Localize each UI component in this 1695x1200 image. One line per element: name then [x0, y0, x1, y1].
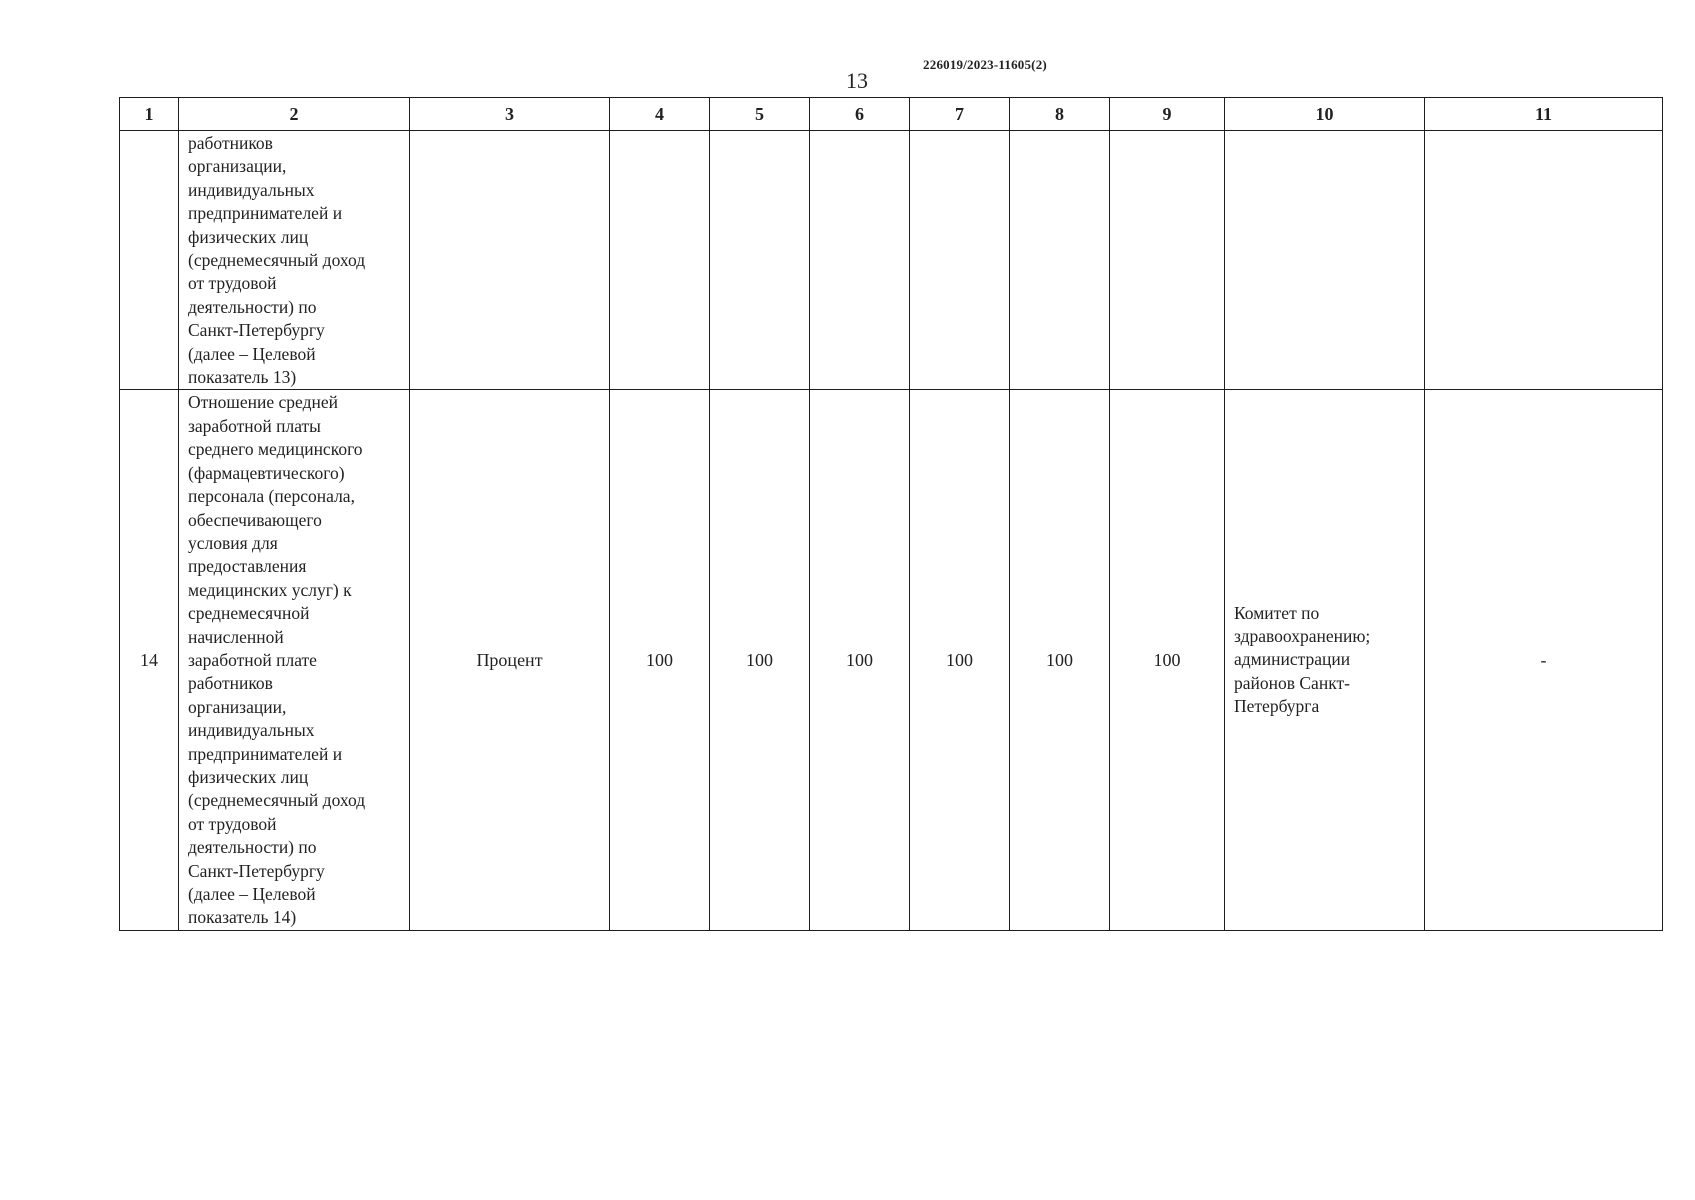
text-line: (далее – Целевой	[188, 343, 316, 364]
page-number: 13	[846, 68, 868, 93]
text-line: физических лиц	[188, 766, 309, 787]
text-line: районов Санкт-	[1234, 672, 1350, 693]
column-header: 6	[810, 98, 910, 131]
value-cell: 100	[1010, 390, 1110, 930]
text-line: работников	[188, 133, 273, 153]
text-line: индивидуальных	[188, 179, 315, 200]
value-cell	[710, 131, 810, 390]
text-line: физических лиц	[188, 226, 309, 247]
text-line: Санкт-Петербургу	[188, 860, 325, 881]
value-cell	[910, 131, 1010, 390]
table-header-row	[120, 98, 1663, 131]
document-id: 226019/2023-11605(2)	[923, 57, 1047, 72]
column-header: 7	[910, 98, 1010, 131]
value-cell	[1110, 131, 1225, 390]
text-line: (далее – Целевой	[188, 884, 316, 904]
text-line: индивидуальных	[188, 720, 315, 741]
table-row	[120, 390, 1663, 930]
column-header: 2	[179, 98, 410, 131]
indicator-text	[179, 131, 409, 389]
text-line: Отношение средней	[188, 392, 338, 413]
text-line: (среднемесячный доход	[188, 250, 366, 271]
text-line: предпринимателей и	[188, 743, 343, 764]
value-cell: 100	[710, 390, 810, 930]
unit-cell: Процент	[410, 390, 610, 930]
text-line: здравоохранению;	[1234, 626, 1371, 647]
text-line: начисленной	[188, 626, 284, 647]
value-cell	[610, 131, 710, 390]
text-line: показатель 13)	[188, 367, 297, 388]
responsible-text	[1225, 131, 1424, 132]
text-line: предоставления	[188, 556, 307, 577]
text-line: среднего медицинского	[188, 439, 363, 460]
value-cell	[1010, 131, 1110, 390]
text-line: заработной платы	[188, 415, 321, 436]
value-cell: 100	[910, 390, 1010, 930]
unit-cell	[410, 131, 610, 390]
text-line: предпринимателей и	[188, 203, 343, 224]
responsible-cell	[1225, 131, 1425, 390]
text-line: персонала (персонала,	[188, 486, 355, 507]
row-number-cell: 14	[120, 390, 179, 930]
indicator-text	[179, 390, 409, 929]
column-header: 3	[410, 98, 610, 131]
text-line: Санкт-Петербургу	[188, 320, 325, 341]
text-line: деятельности) по	[188, 296, 317, 317]
text-line: организации,	[188, 156, 287, 177]
text-line: среднемесячной	[188, 603, 310, 624]
responsible-cell	[1225, 390, 1425, 930]
column-header: 4	[610, 98, 710, 131]
column-header: 10	[1225, 98, 1425, 131]
note-cell	[1425, 131, 1663, 390]
column-header: 11	[1425, 98, 1663, 131]
indicators-table	[119, 97, 1663, 931]
column-header: 1	[120, 98, 179, 131]
row-number-cell	[120, 131, 179, 390]
value-cell: 100	[610, 390, 710, 930]
text-line: (среднемесячный доход	[188, 790, 366, 811]
text-line: от трудовой	[188, 813, 277, 834]
text-line: заработной плате	[188, 649, 317, 670]
responsible-text	[1225, 602, 1424, 719]
text-line: показатель 14)	[188, 907, 297, 928]
note-cell: -	[1425, 390, 1663, 930]
text-line: Петербурга	[1234, 696, 1320, 717]
value-cell: 100	[1110, 390, 1225, 930]
text-line: деятельности) по	[188, 837, 317, 858]
column-header: 8	[1010, 98, 1110, 131]
indicator-name-cell	[179, 131, 410, 390]
column-header: 9	[1110, 98, 1225, 131]
text-line: администрации	[1234, 649, 1351, 670]
text-line: условия для	[188, 532, 278, 553]
text-line: (фармацевтического)	[188, 462, 345, 483]
text-line: от трудовой	[188, 273, 277, 294]
column-header: 5	[710, 98, 810, 131]
text-line: обеспечивающего	[188, 509, 322, 530]
table-row	[120, 131, 1663, 390]
text-line: организации,	[188, 696, 287, 717]
value-cell	[810, 131, 910, 390]
value-cell: 100	[810, 390, 910, 930]
text-line: медицинских услуг) к	[188, 579, 352, 600]
indicator-name-cell	[179, 390, 410, 930]
text-line: Комитет по	[1234, 602, 1320, 623]
text-line: работников	[188, 673, 273, 694]
